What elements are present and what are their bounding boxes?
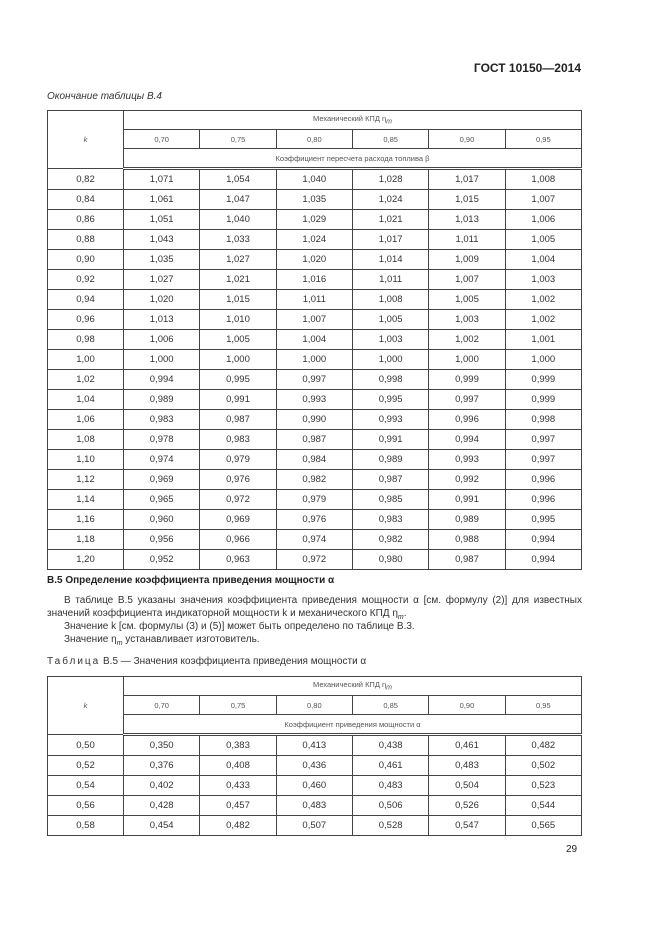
- column-headers: [48, 130, 582, 149]
- column-header: 0,85: [352, 130, 428, 149]
- value-cell: 0,483: [276, 796, 352, 816]
- value-cell: 1,002: [429, 330, 505, 350]
- value-cell: 0,999: [505, 390, 581, 410]
- table-row: [48, 370, 582, 390]
- value-cell: 0,987: [200, 410, 276, 430]
- value-cell: 0,976: [200, 470, 276, 490]
- value-cell: 0,994: [429, 430, 505, 450]
- k-value-cell: 0,88: [48, 230, 124, 250]
- value-cell: 1,024: [352, 190, 428, 210]
- table-row: [48, 410, 582, 430]
- value-cell: 1,007: [505, 190, 581, 210]
- k-value-cell: 0,96: [48, 310, 124, 330]
- value-cell: 0,994: [505, 530, 581, 550]
- k-value-cell: 0,86: [48, 210, 124, 230]
- value-cell: 0,987: [429, 550, 505, 570]
- value-cell: 0,991: [200, 390, 276, 410]
- value-cell: 1,020: [124, 290, 200, 310]
- value-cell: 1,027: [124, 270, 200, 290]
- k-value-cell: 1,12: [48, 470, 124, 490]
- value-cell: 1,008: [505, 169, 581, 190]
- value-cell: 0,547: [429, 816, 505, 836]
- value-cell: 0,482: [200, 816, 276, 836]
- table-row: [48, 190, 582, 210]
- value-cell: 0,989: [124, 390, 200, 410]
- value-cell: 1,020: [276, 250, 352, 270]
- paragraph: Значение k [см. формулы (3) и (5)] может быть определено по таблице В.3.: [64, 621, 415, 632]
- value-cell: 1,021: [200, 270, 276, 290]
- column-header: 0,80: [276, 130, 352, 149]
- value-cell: 1,017: [429, 169, 505, 190]
- value-cell: 1,004: [505, 250, 581, 270]
- table-body: [48, 169, 582, 570]
- value-cell: 0,982: [276, 470, 352, 490]
- value-cell: 1,002: [505, 290, 581, 310]
- value-cell: 0,978: [124, 430, 200, 450]
- value-cell: 0,413: [276, 735, 352, 756]
- value-cell: 0,995: [352, 390, 428, 410]
- value-cell: 0,987: [352, 470, 428, 490]
- table-row: [48, 470, 582, 490]
- value-cell: 0,989: [352, 450, 428, 470]
- value-cell: 0,428: [124, 796, 200, 816]
- value-cell: 1,000: [352, 350, 428, 370]
- value-cell: 0,504: [429, 776, 505, 796]
- value-cell: 0,993: [352, 410, 428, 430]
- value-cell: 0,963: [200, 550, 276, 570]
- value-cell: 0,972: [200, 490, 276, 510]
- value-cell: 1,007: [429, 270, 505, 290]
- value-cell: 0,994: [124, 370, 200, 390]
- value-cell: 1,024: [276, 230, 352, 250]
- value-cell: 0,994: [505, 550, 581, 570]
- value-cell: 1,010: [200, 310, 276, 330]
- column-header: 0,80: [276, 696, 352, 715]
- k-value-cell: 1,00: [48, 350, 124, 370]
- document-code: ГОСТ 10150—2014: [473, 61, 581, 75]
- page-number: 29: [566, 844, 578, 855]
- table-row: [48, 490, 582, 510]
- table-row: [48, 350, 582, 370]
- k-value-cell: 0,50: [48, 735, 124, 756]
- k-value-cell: 0,84: [48, 190, 124, 210]
- value-cell: 1,002: [505, 310, 581, 330]
- value-cell: 0,526: [429, 796, 505, 816]
- value-cell: 0,991: [352, 430, 428, 450]
- value-cell: 0,402: [124, 776, 200, 796]
- table-continuation-caption: Окончание таблицы В.4: [47, 91, 162, 102]
- value-cell: 1,003: [505, 270, 581, 290]
- value-cell: 0,997: [276, 370, 352, 390]
- value-cell: 0,982: [352, 530, 428, 550]
- value-cell: 0,996: [429, 410, 505, 430]
- value-cell: 1,015: [200, 290, 276, 310]
- value-cell: 0,460: [276, 776, 352, 796]
- value-cell: 0,969: [124, 470, 200, 490]
- value-cell: 0,528: [352, 816, 428, 836]
- value-cell: 0,438: [352, 735, 428, 756]
- value-cell: 0,996: [505, 470, 581, 490]
- value-cell: 0,461: [429, 735, 505, 756]
- table-row: [48, 310, 582, 330]
- value-cell: 0,974: [124, 450, 200, 470]
- value-cell: 1,033: [200, 230, 276, 250]
- value-cell: 0,998: [505, 410, 581, 430]
- value-cell: 0,987: [276, 430, 352, 450]
- k-value-cell: 1,20: [48, 550, 124, 570]
- table-row: [48, 756, 582, 776]
- value-cell: 0,956: [124, 530, 200, 550]
- value-cell: 0,993: [276, 390, 352, 410]
- table-row: [48, 169, 582, 190]
- value-cell: 0,506: [352, 796, 428, 816]
- value-cell: 1,005: [429, 290, 505, 310]
- value-cell: 0,350: [124, 735, 200, 756]
- table-row: [48, 330, 582, 350]
- value-cell: 0,952: [124, 550, 200, 570]
- value-cell: 1,007: [276, 310, 352, 330]
- value-cell: 1,006: [505, 210, 581, 230]
- value-header: Коэффициент приведения мощности α: [124, 715, 582, 735]
- value-cell: 0,992: [429, 470, 505, 490]
- table-row: [48, 776, 582, 796]
- value-cell: 1,004: [276, 330, 352, 350]
- value-cell: 0,989: [429, 510, 505, 530]
- k-value-cell: 0,92: [48, 270, 124, 290]
- value-cell: 1,017: [352, 230, 428, 250]
- value-cell: 1,008: [352, 290, 428, 310]
- table-row: [48, 450, 582, 470]
- value-cell: 1,047: [200, 190, 276, 210]
- value-cell: 0,996: [505, 490, 581, 510]
- value-cell: 1,014: [352, 250, 428, 270]
- value-cell: 0,976: [276, 510, 352, 530]
- value-cell: 0,454: [124, 816, 200, 836]
- table-caption: Таблица В.5 — Значения коэффициента приведения мощности α: [47, 656, 367, 667]
- value-cell: 0,483: [352, 776, 428, 796]
- paragraph: В таблице В.5 указаны значения коэффициента приведения мощности α [см. формулу (2)] для известных значений коэффициента индикаторной мощности k и механического КПД $\eta_m$.: [47, 595, 582, 621]
- table-row: [48, 430, 582, 450]
- value-cell: 1,000: [124, 350, 200, 370]
- value-cell: 1,006: [124, 330, 200, 350]
- table-row: [48, 250, 582, 270]
- value-cell: 0,966: [200, 530, 276, 550]
- table-row: [48, 550, 582, 570]
- value-cell: 0,461: [352, 756, 428, 776]
- k-value-cell: 0,56: [48, 796, 124, 816]
- value-cell: 1,028: [352, 169, 428, 190]
- table-row: [48, 816, 582, 836]
- table-b5: [47, 676, 582, 836]
- value-cell: 0,965: [124, 490, 200, 510]
- value-cell: 0,983: [352, 510, 428, 530]
- value-cell: 1,016: [276, 270, 352, 290]
- k-value-cell: 0,94: [48, 290, 124, 310]
- value-cell: 1,011: [429, 230, 505, 250]
- column-header: 0,75: [200, 130, 276, 149]
- value-cell: 1,013: [124, 310, 200, 330]
- column-header: 0,95: [505, 696, 581, 715]
- value-cell: 0,436: [276, 756, 352, 776]
- value-cell: 1,054: [200, 169, 276, 190]
- k-value-cell: 1,16: [48, 510, 124, 530]
- value-cell: 1,000: [429, 350, 505, 370]
- value-cell: 1,003: [352, 330, 428, 350]
- k-value-cell: 0,58: [48, 816, 124, 836]
- value-cell: 1,011: [352, 270, 428, 290]
- table-row: [48, 290, 582, 310]
- column-header: 0,95: [505, 130, 581, 149]
- paragraph: Значение $\eta_m$ устанавливает изготовитель.: [64, 634, 260, 647]
- value-cell: 0,960: [124, 510, 200, 530]
- value-cell: 0,979: [200, 450, 276, 470]
- k-value-cell: 1,18: [48, 530, 124, 550]
- value-cell: 0,408: [200, 756, 276, 776]
- value-cell: 1,040: [200, 210, 276, 230]
- value-cell: 1,000: [505, 350, 581, 370]
- k-value-cell: 0,98: [48, 330, 124, 350]
- k-value-cell: 1,06: [48, 410, 124, 430]
- k-value-cell: 1,10: [48, 450, 124, 470]
- value-cell: 1,013: [429, 210, 505, 230]
- value-cell: 1,040: [276, 169, 352, 190]
- value-cell: 1,015: [429, 190, 505, 210]
- table-body: [48, 735, 582, 836]
- value-cell: 0,991: [429, 490, 505, 510]
- value-cell: 1,021: [352, 210, 428, 230]
- value-cell: 0,972: [276, 550, 352, 570]
- k-value-cell: 0,82: [48, 169, 124, 190]
- column-header: 0,70: [124, 130, 200, 149]
- group-header: Механический КПД $\eta_m$: [124, 111, 582, 130]
- value-cell: 0,993: [429, 450, 505, 470]
- value-cell: 1,005: [200, 330, 276, 350]
- value-cell: 0,990: [276, 410, 352, 430]
- table-row: [48, 230, 582, 250]
- value-cell: 1,000: [276, 350, 352, 370]
- value-cell: 0,433: [200, 776, 276, 796]
- value-cell: 0,523: [505, 776, 581, 796]
- value-cell: 1,003: [429, 310, 505, 330]
- value-cell: 0,383: [200, 735, 276, 756]
- value-cell: 0,984: [276, 450, 352, 470]
- column-header: 0,75: [200, 696, 276, 715]
- table-row: [48, 530, 582, 550]
- value-cell: 0,985: [352, 490, 428, 510]
- value-cell: 1,043: [124, 230, 200, 250]
- k-value-cell: 1,02: [48, 370, 124, 390]
- value-cell: 0,483: [429, 756, 505, 776]
- table-row: [48, 735, 582, 756]
- section-heading: В.5 Определение коэффициента приведения мощности α: [47, 575, 335, 586]
- value-cell: 0,997: [505, 450, 581, 470]
- column-header: 0,85: [352, 696, 428, 715]
- value-cell: 0,482: [505, 735, 581, 756]
- column-header: 0,70: [124, 696, 200, 715]
- value-cell: 1,029: [276, 210, 352, 230]
- value-cell: 0,565: [505, 816, 581, 836]
- k-value-cell: 0,52: [48, 756, 124, 776]
- value-cell: 1,071: [124, 169, 200, 190]
- value-cell: 0,995: [200, 370, 276, 390]
- value-cell: 0,999: [429, 370, 505, 390]
- column-header: 0,90: [429, 696, 505, 715]
- value-cell: 1,009: [429, 250, 505, 270]
- k-value-cell: 0,54: [48, 776, 124, 796]
- k-value-cell: 0,90: [48, 250, 124, 270]
- k-value-cell: 1,08: [48, 430, 124, 450]
- value-cell: 1,035: [276, 190, 352, 210]
- value-cell: 0,544: [505, 796, 581, 816]
- k-value-cell: 1,04: [48, 390, 124, 410]
- value-cell: 0,983: [124, 410, 200, 430]
- value-cell: 0,997: [429, 390, 505, 410]
- value-cell: 0,376: [124, 756, 200, 776]
- column-header: 0,90: [429, 130, 505, 149]
- k-value-cell: 1,14: [48, 490, 124, 510]
- value-cell: 1,000: [200, 350, 276, 370]
- table-row: [48, 210, 582, 230]
- value-cell: 1,011: [276, 290, 352, 310]
- value-cell: 0,979: [276, 490, 352, 510]
- value-cell: 0,980: [352, 550, 428, 570]
- table-row: [48, 270, 582, 290]
- value-cell: 0,988: [429, 530, 505, 550]
- value-cell: 1,005: [352, 310, 428, 330]
- table-row: [48, 796, 582, 816]
- value-cell: 0,969: [200, 510, 276, 530]
- value-cell: 1,027: [200, 250, 276, 270]
- value-cell: 0,995: [505, 510, 581, 530]
- value-cell: 0,998: [352, 370, 428, 390]
- group-header: Механический КПД $\eta_m$: [124, 677, 582, 696]
- k-header: k: [48, 111, 124, 169]
- table-row: [48, 510, 582, 530]
- value-cell: 0,983: [200, 430, 276, 450]
- column-headers: [48, 696, 582, 715]
- value-cell: 1,035: [124, 250, 200, 270]
- table-b4: [47, 110, 582, 570]
- value-cell: 1,001: [505, 330, 581, 350]
- value-cell: 1,051: [124, 210, 200, 230]
- table-row: [48, 390, 582, 410]
- k-header: k: [48, 677, 124, 735]
- value-cell: 0,502: [505, 756, 581, 776]
- value-cell: 0,507: [276, 816, 352, 836]
- value-cell: 0,457: [200, 796, 276, 816]
- value-cell: 1,061: [124, 190, 200, 210]
- value-cell: 0,997: [505, 430, 581, 450]
- value-cell: 1,005: [505, 230, 581, 250]
- value-cell: 0,999: [505, 370, 581, 390]
- value-header: Коэффициент пересчета расхода топлива β: [124, 149, 582, 169]
- value-cell: 0,974: [276, 530, 352, 550]
